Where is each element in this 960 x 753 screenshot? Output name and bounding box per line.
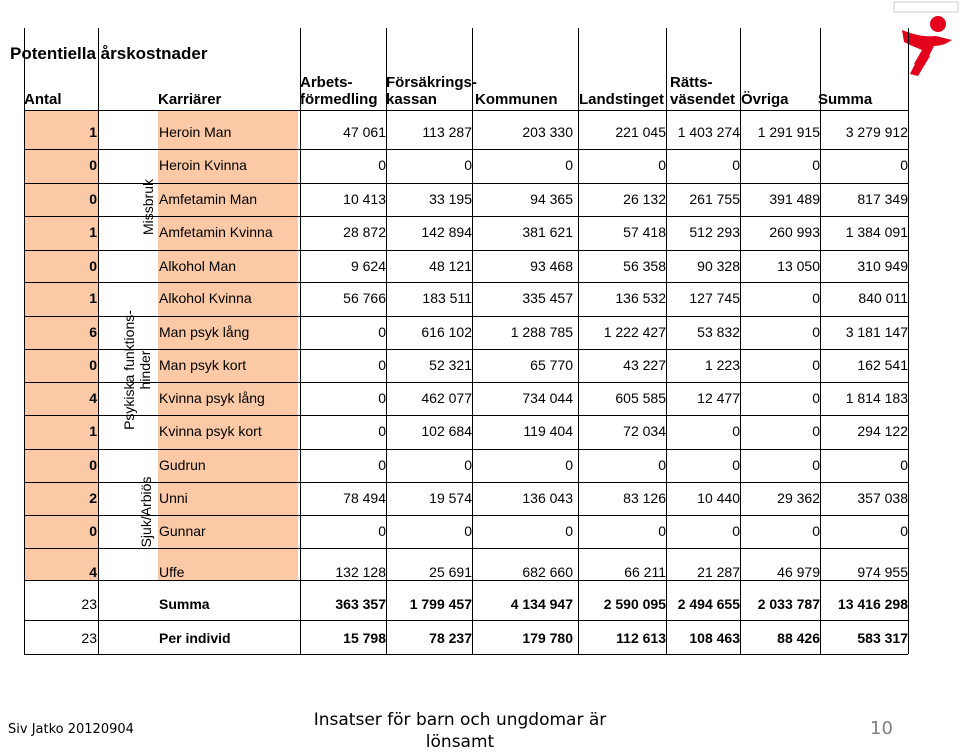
header-rattsvasendet (670, 74, 735, 108)
value-cell: 0 (732, 157, 740, 173)
value-cell: 0 (812, 523, 820, 539)
value-cell: 132 128 (335, 564, 386, 580)
value-cell: 26 132 (623, 191, 666, 207)
antal-cell: 6 (89, 324, 97, 340)
antal-cell: 0 (89, 357, 97, 373)
karriar-label: Kvinna psyk kort (159, 423, 262, 439)
page-number: 10 (870, 718, 893, 739)
value-cell: 13 050 (777, 258, 820, 274)
value-cell: 0 (658, 523, 666, 539)
header-antal: Antal (24, 91, 62, 108)
value-cell: 260 993 (769, 224, 820, 240)
footer-author: Siv Jatko 20120904 (8, 722, 134, 737)
header-summa: Summa (818, 91, 873, 108)
value-cell: 1 384 091 (845, 224, 908, 240)
antal-cell: 23 (81, 596, 97, 612)
karriar-label: Man psyk lång (159, 324, 250, 340)
figure-logo-icon (892, 0, 960, 80)
value-cell: 0 (812, 157, 820, 173)
antal-cell: 0 (89, 457, 97, 473)
value-cell: 66 211 (624, 564, 666, 580)
header-landstinget: Landstinget (579, 91, 664, 108)
value-cell: 78 494 (343, 490, 386, 506)
karriar-label: Heroin Man (159, 124, 232, 140)
value-cell: 0 (565, 457, 573, 473)
value-cell: 28 872 (343, 224, 386, 240)
value-cell: 840 011 (858, 290, 908, 306)
value-cell: 102 684 (421, 423, 472, 439)
value-cell: 56 766 (343, 290, 386, 306)
value-cell: 12 477 (697, 390, 740, 406)
value-cell: 113 287 (422, 124, 472, 140)
header-arbetsformedling-line2: förmedling (300, 91, 378, 108)
value-cell: 616 102 (421, 324, 472, 340)
value-cell: 0 (565, 523, 573, 539)
value-cell: 142 894 (421, 224, 472, 240)
antal-cell: 0 (89, 191, 97, 207)
value-cell: 381 621 (522, 224, 573, 240)
value-cell: 1 291 915 (757, 124, 820, 140)
value-cell: 94 365 (530, 191, 573, 207)
karriar-label: Alkohol Kvinna (159, 290, 252, 306)
value-cell: 0 (900, 523, 908, 539)
summary-label: Summa (159, 596, 210, 612)
value-cell: 88 426 (777, 630, 820, 646)
value-cell: 57 418 (623, 224, 666, 240)
value-cell: 9 624 (350, 258, 386, 274)
value-cell: 0 (900, 157, 908, 173)
value-cell: 0 (378, 523, 386, 539)
value-cell: 335 457 (522, 290, 573, 306)
value-cell: 53 832 (697, 324, 740, 340)
value-cell: 261 755 (689, 191, 740, 207)
grid-vline-9 (908, 28, 909, 654)
antal-cell: 4 (89, 564, 97, 580)
value-cell: 0 (812, 457, 820, 473)
value-cell: 127 745 (689, 290, 740, 306)
antal-cell: 0 (89, 157, 97, 173)
karriar-label: Amfetamin Man (159, 191, 258, 207)
value-cell: 90 328 (697, 258, 740, 274)
value-cell: 0 (378, 357, 386, 373)
value-cell: 0 (812, 390, 820, 406)
footer-title: Insatser för barn och ungdomar är lönsamt (313, 710, 607, 752)
header-forsakringskassan-line2: kassan (386, 91, 437, 108)
value-cell: 162 541 (857, 357, 908, 373)
karriar-label: Unni (159, 490, 188, 506)
value-cell: 3 279 912 (845, 124, 908, 140)
value-cell: 78 237 (429, 630, 472, 646)
summary-label: Per individ (159, 630, 231, 646)
value-cell: 1 799 457 (409, 596, 472, 612)
value-cell: 136 043 (522, 490, 573, 506)
group-label-sjuk: Sjuk/Arbiös (138, 476, 154, 548)
value-cell: 43 227 (623, 357, 666, 373)
antal-cell: 0 (89, 258, 97, 274)
value-cell: 108 463 (689, 630, 740, 646)
header-kommunen: Kommunen (475, 91, 558, 108)
value-cell: 65 770 (530, 357, 573, 373)
value-cell: 583 317 (857, 630, 908, 646)
value-cell: 203 330 (522, 124, 573, 140)
value-cell: 310 949 (857, 258, 908, 274)
value-cell: 48 121 (429, 258, 472, 274)
header-ovriga: Övriga (741, 91, 789, 108)
value-cell: 183 511 (422, 290, 472, 306)
value-cell: 363 357 (335, 596, 386, 612)
value-cell: 13 416 298 (837, 596, 908, 612)
karriar-label: Gudrun (159, 457, 206, 473)
value-cell: 72 034 (623, 423, 666, 439)
value-cell: 83 126 (623, 490, 666, 506)
value-cell: 817 349 (857, 191, 908, 207)
antal-cell: 1 (89, 423, 97, 439)
antal-cell: 0 (89, 523, 97, 539)
value-cell: 10 440 (697, 490, 740, 506)
value-cell: 221 045 (615, 124, 666, 140)
value-cell: 3 181 147 (845, 324, 908, 340)
value-cell: 462 077 (421, 390, 472, 406)
antal-cell: 4 (89, 390, 97, 406)
value-cell: 357 038 (857, 490, 908, 506)
group-label-missbruk: Missbruk (140, 178, 156, 236)
header-karriarer: Karriärer (158, 91, 222, 108)
karriar-label: Kvinna psyk lång (159, 390, 265, 406)
header-arbetsformedling-line1: Arbets- (300, 74, 353, 91)
karriar-label: Gunnar (159, 523, 206, 539)
value-cell: 0 (812, 290, 820, 306)
value-cell: 0 (378, 390, 386, 406)
value-cell: 0 (812, 423, 820, 439)
karriar-label: Alkohol Man (159, 258, 237, 274)
value-cell: 1 222 427 (603, 324, 666, 340)
karriar-label: Heroin Kvinna (159, 157, 247, 173)
value-cell: 21 287 (697, 564, 740, 580)
value-cell: 0 (378, 423, 386, 439)
value-cell: 25 691 (429, 564, 472, 580)
value-cell: 10 413 (343, 191, 386, 207)
value-cell: 0 (658, 157, 666, 173)
antal-cell: 1 (89, 290, 97, 306)
page-title: Potentiella årskostnader (10, 44, 208, 63)
header-arbetsformedling (300, 74, 378, 108)
value-cell: 294 122 (857, 423, 908, 439)
group-label-psykiska-line2: hinder (137, 350, 153, 390)
value-cell: 1 814 183 (845, 390, 908, 406)
value-cell: 2 590 095 (603, 596, 666, 612)
value-cell: 0 (464, 457, 472, 473)
value-cell: 0 (378, 324, 386, 340)
value-cell: 33 195 (429, 191, 472, 207)
value-cell: 974 955 (857, 564, 908, 580)
value-cell: 605 585 (615, 390, 666, 406)
value-cell: 112 613 (616, 630, 666, 646)
value-cell: 0 (812, 324, 820, 340)
value-cell: 734 044 (522, 390, 573, 406)
value-cell: 1 403 274 (677, 124, 740, 140)
value-cell: 179 780 (522, 630, 573, 646)
value-cell: 0 (378, 457, 386, 473)
value-cell: 0 (900, 457, 908, 473)
value-cell: 119 404 (523, 423, 573, 439)
value-cell: 2 033 787 (757, 596, 820, 612)
value-cell: 2 494 655 (677, 596, 740, 612)
value-cell: 15 798 (343, 630, 386, 646)
value-cell: 0 (812, 357, 820, 373)
value-cell: 29 362 (777, 490, 820, 506)
value-cell: 4 134 947 (510, 596, 573, 612)
value-cell: 0 (732, 457, 740, 473)
value-cell: 19 574 (429, 490, 472, 506)
karriar-label: Man psyk kort (159, 357, 247, 373)
header-forsakringskassan-line1: Försäkrings- (386, 74, 477, 91)
value-cell: 0 (658, 457, 666, 473)
value-cell: 0 (464, 523, 472, 539)
value-cell: 0 (732, 423, 740, 439)
group-label-psykiska-line1: Psykiska funktions- (121, 310, 137, 430)
value-cell: 56 358 (623, 258, 666, 274)
karriar-label: Amfetamin Kvinna (159, 224, 273, 240)
karriar-label: Uffe (159, 564, 185, 580)
header-rattsvasendet-line1: Rätts- (670, 74, 713, 91)
value-cell: 391 489 (769, 191, 820, 207)
value-cell: 136 532 (615, 290, 666, 306)
header-forsakringskassan (386, 74, 477, 108)
grid-hline-0 (24, 110, 908, 111)
antal-cell: 1 (89, 124, 97, 140)
grid-vline-1 (98, 28, 99, 654)
value-cell: 1 288 785 (510, 324, 573, 340)
value-cell: 93 468 (530, 258, 573, 274)
value-cell: 46 979 (777, 564, 820, 580)
value-cell: 0 (464, 157, 472, 173)
header-rattsvasendet-line2: väsendet (670, 91, 736, 108)
value-cell: 47 061 (343, 124, 386, 140)
antal-cell: 1 (89, 224, 97, 240)
value-cell: 0 (378, 157, 386, 173)
value-cell: 1 223 (704, 357, 740, 373)
grid-hline-13 (24, 548, 908, 549)
antal-cell: 2 (89, 490, 97, 506)
value-cell: 0 (565, 157, 573, 173)
antal-cell: 23 (81, 630, 97, 646)
group-label-psykiska (121, 310, 153, 430)
value-cell: 682 660 (522, 564, 573, 580)
value-cell: 0 (732, 523, 740, 539)
value-cell: 52 321 (429, 357, 472, 373)
value-cell: 512 293 (689, 224, 740, 240)
